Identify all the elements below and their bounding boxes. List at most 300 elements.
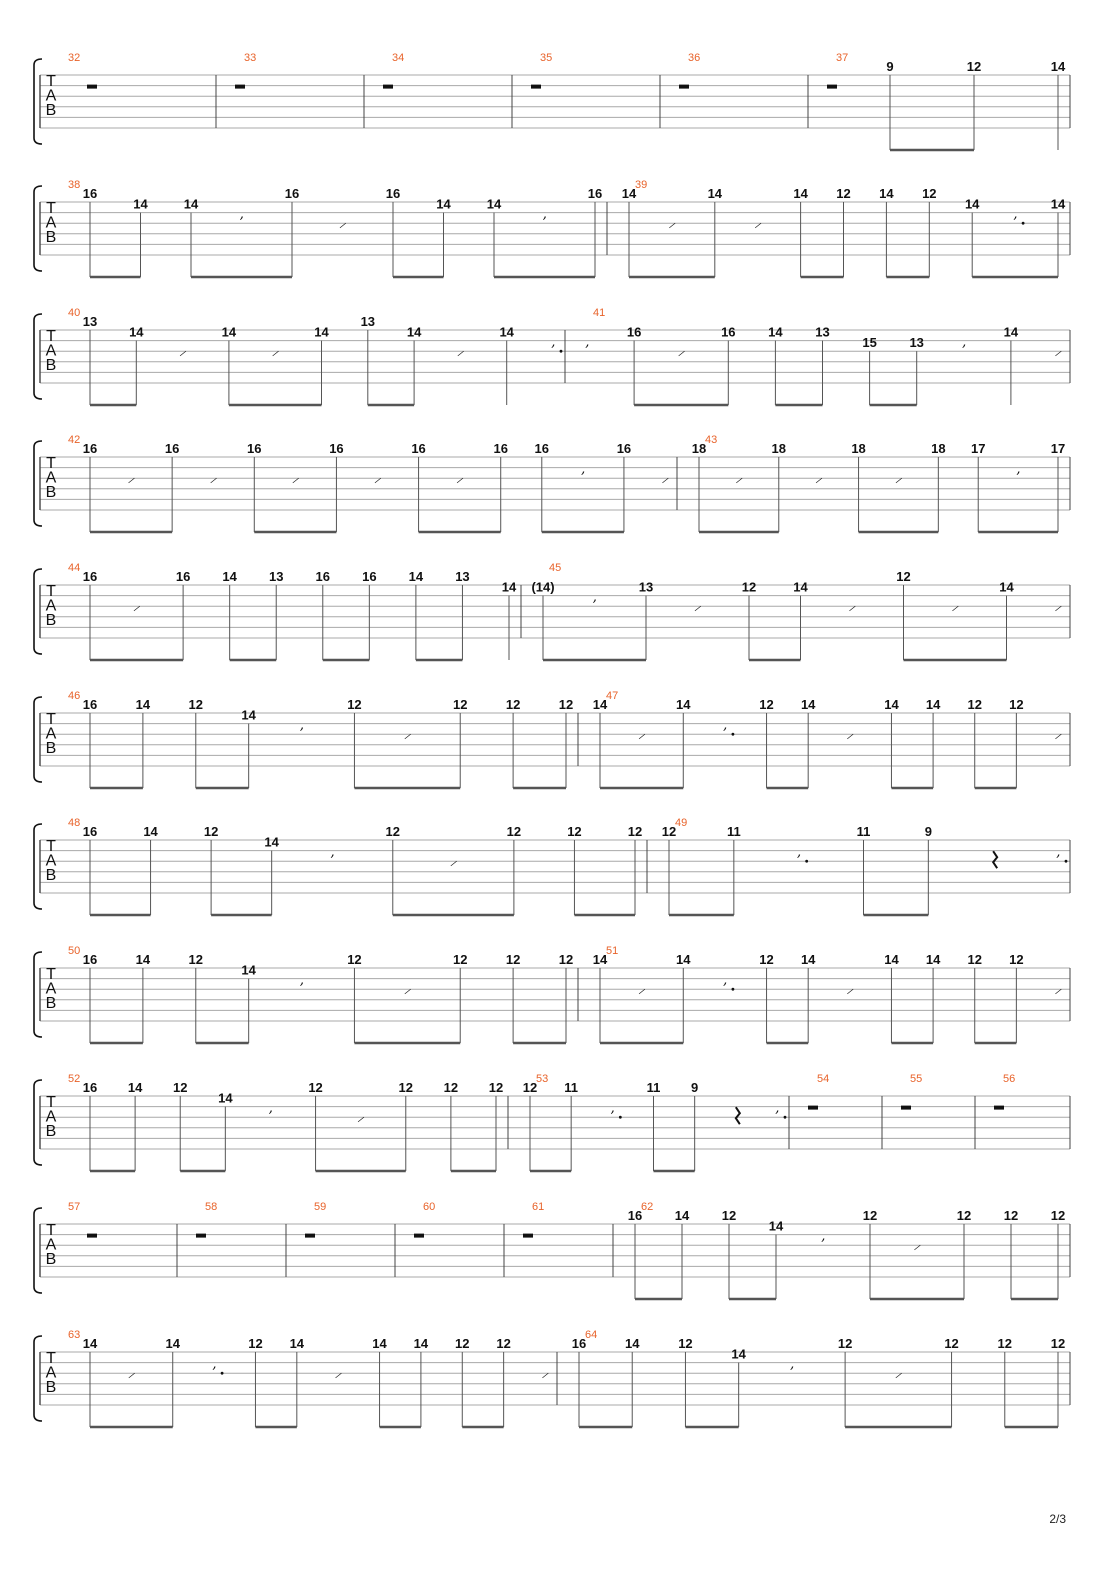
fret-number: 14 [592,952,608,967]
rest-symbol: ⸝ [913,1237,921,1254]
rest-symbol: ⸝ [1054,343,1062,360]
fret-number: 14 [264,834,279,850]
rest-symbol: ⸝ [848,598,856,615]
rest-symbol: ’ [550,343,556,360]
rest-symbol-dot [221,1372,224,1375]
fret-number: 12 [452,697,468,712]
fret-number: 14 [314,324,329,340]
rest-symbol: ⸝ [179,343,187,360]
fret-number: 16 [82,952,98,967]
fret-number: 14 [884,697,899,712]
fret-number: 14 [1050,59,1066,74]
tab-clef-letter: B [45,1379,57,1396]
fret-number: 12 [836,186,851,201]
fret-number: 16 [329,441,344,456]
fret-number: 16 [284,186,300,201]
tab-clef-letter: B [45,995,57,1012]
fret-number: 12 [896,569,911,584]
measure-number: 52 [68,1073,81,1085]
system-bracket [34,569,42,654]
fret-number: 14 [218,1090,233,1106]
rest-symbol: ’ [610,1109,615,1126]
fret-number: 13 [638,579,654,595]
fret-number: 16 [571,1336,587,1351]
fret-number: 14 [999,579,1014,595]
rest-symbol: ’ [1015,470,1021,487]
measure-number: 64 [585,1329,598,1341]
measure-number: 62 [641,1201,654,1213]
measure-number: 54 [817,1073,830,1085]
measure-number: 45 [549,562,562,574]
rest-symbol: ⸝ [209,470,217,487]
fret-number: 16 [616,441,632,456]
rest-symbol: ⸝ [541,1365,549,1382]
fret-number: 12 [455,1336,470,1351]
rest-symbol: ⸝ [846,981,854,998]
tab-clef-letter: B [45,484,57,501]
rest-symbol: ’ [722,726,728,743]
fret-number: 11 [726,824,741,839]
fret-number: 14 [143,824,158,839]
rest-symbol: ⸝ [677,343,685,360]
rest-symbol: ’ [542,215,547,232]
fret-number: 12 [956,1208,972,1223]
rest-symbol: ’ [722,981,728,998]
fret-number: 12 [188,697,204,712]
fret-number: 16 [82,441,98,456]
whole-rest [87,85,97,89]
fret-number: 12 [172,1080,188,1095]
page-number: 2/3 [1049,1512,1066,1526]
rest-symbol: ⸝ [334,1365,342,1382]
measure-number: 58 [205,1201,218,1213]
tab-clef-letter: T [46,200,56,217]
rest-symbol-dot [732,988,735,991]
measure-number: 39 [635,179,648,191]
rest-symbol: ’ [796,853,801,870]
rest-symbol: ’ [268,1109,273,1126]
fret-number: 14 [127,1080,143,1095]
rest-symbol: ’ [299,726,304,743]
system-bracket [34,441,42,526]
fret-number: 13 [360,314,376,329]
rest-symbol: ⸝ [894,1365,902,1382]
fret-number: 12 [443,1080,459,1095]
fret-number: 14 [501,579,517,595]
fret-number: 12 [1050,1208,1066,1223]
whole-rest [901,1106,911,1110]
fret-number: 14 [241,707,256,723]
fret-number: 16 [493,441,508,456]
fret-number: 12 [347,697,362,712]
tab-clef-letter: T [46,838,56,855]
half-rest [827,85,837,89]
fret-number: 14 [768,324,783,340]
rest-symbol: ⸝ [1054,598,1062,615]
fret-number: 12 [398,1080,414,1095]
fret-number: 14 [135,952,151,967]
fret-number: 12 [188,952,204,967]
measure-number: 43 [705,434,718,446]
rest-symbol: ⸝ [449,853,457,870]
rest-symbol-dot [1065,860,1068,863]
measure-number: 37 [836,52,849,64]
fret-number: 16 [175,569,191,584]
fret-number: 12 [759,697,774,712]
tab-clef-letter: T [46,1094,56,1111]
rest-symbol: ⸝ [638,726,646,743]
fret-number: 12 [248,1336,263,1351]
tab-clef-letter: B [45,1123,57,1140]
measure-number: 35 [540,52,553,64]
fret-number: 12 [496,1336,511,1351]
fret-number: 12 [944,1336,959,1351]
rest-symbol: ⸝ [374,470,381,487]
system-bracket [34,697,42,782]
fret-number: 12 [506,824,522,839]
rest-symbol: ⸝ [661,470,669,487]
fret-number: 14 [413,1336,429,1351]
tab-clef-letter: A [45,87,57,105]
measure-number: 55 [910,1073,923,1085]
fret-number: 12 [488,1080,504,1095]
tab-clef-letter: T [46,455,56,472]
fret-number: 14 [676,952,691,967]
rest-symbol: ⸝ [127,1365,135,1382]
rest-symbol: ⸝ [1054,726,1062,743]
fret-number: 16 [247,441,262,456]
measure-number: 48 [68,817,81,829]
fret-number: 17 [970,441,986,456]
fret-number: 18 [851,441,866,456]
fret-number: 12 [203,824,219,839]
fret-number: 14 [221,324,237,340]
fret-number: 14 [676,697,691,712]
measure-number: 51 [606,945,619,957]
rest-symbol: ⸝ [638,981,646,998]
whole-rest [414,1234,424,1238]
rest-symbol: ⸝ [456,343,464,360]
fret-number: 12 [1050,1336,1066,1351]
fret-number: 12 [741,579,757,595]
rest-symbol: ’ [584,343,590,360]
system-bracket [34,314,42,399]
fret-number: 16 [82,1080,98,1095]
rest-symbol-dot [560,350,563,353]
whole-rest [679,85,689,89]
measure-number: 36 [688,52,701,64]
tab-clef-letter: A [45,725,57,743]
measure-number: 50 [68,945,81,957]
fret-number: 14 [135,697,151,712]
rest-symbol: ’ [774,1109,780,1126]
whole-rest [383,85,393,89]
rest-symbol: ’ [961,343,967,360]
fret-number: 12 [922,186,937,201]
fret-number: 16 [411,441,426,456]
fret-number: 16 [362,569,377,584]
fret-number: 12 [452,952,468,967]
system-bracket [34,1208,42,1293]
fret-number: 14 [768,1218,784,1234]
rest-symbol: ’ [299,981,304,998]
fret-number: 16 [315,569,331,584]
fret-number: 12 [308,1080,323,1095]
fret-number: 14 [241,962,256,978]
fret-number: 16 [587,186,603,201]
fret-number: 11 [646,1080,661,1095]
fret-number: 14 [707,186,723,201]
tab-clef-letter: A [45,342,57,360]
rest-symbol: ⸝ [271,343,279,360]
fret-number: 16 [82,186,98,201]
whole-rest [87,1234,97,1238]
measure-number: 61 [532,1201,545,1213]
rest-symbol: ⸝ [815,470,823,487]
fret-number: 12 [1009,952,1024,967]
fret-number: 14 [165,1336,180,1351]
rest-symbol: ⸝ [339,215,346,232]
rest-symbol: ⸝ [894,470,902,487]
rest-symbol: ’ [1012,215,1018,232]
fret-number: 14 [800,952,816,967]
fret-number: 15 [862,335,877,351]
system-bracket [34,59,42,144]
tab-clef-letter: B [45,1251,57,1268]
fret-number: 14 [289,1336,305,1351]
fret-number: 14 [621,186,637,201]
measure-number: 57 [68,1201,81,1213]
system-bracket [34,952,42,1037]
system-bracket [34,824,42,909]
fret-number: 14 [731,1346,746,1362]
tab-clef-letter: A [45,1108,57,1126]
fret-number: 12 [862,1208,878,1223]
measure-number: 40 [68,307,81,319]
fret-number: 13 [909,335,924,351]
fret-number: 9 [924,824,932,839]
measure-number: 63 [68,1329,81,1341]
fret-number: 9 [886,59,894,74]
rest-symbol: ’ [592,598,597,615]
system-bracket [34,1336,42,1421]
rest-symbol: ⸝ [403,981,411,998]
fret-number: 14 [499,324,514,340]
rest-symbol: ⸝ [846,726,854,743]
fret-number: 16 [385,186,401,201]
fret-number: 12 [678,1336,693,1351]
fret-number: 13 [455,569,470,584]
tab-clef-letter: A [45,1364,57,1382]
fret-number: 16 [82,824,98,839]
whole-rest [531,85,541,89]
fret-number: 12 [661,824,677,839]
tab-clef-letter: T [46,966,56,983]
fret-number: 14 [82,1336,98,1351]
tab-clef-letter: T [46,1222,56,1239]
tab-clef-letter: B [45,740,57,757]
fret-number: 11 [856,824,871,839]
rest-symbol: ⸝ [403,726,411,743]
rest-symbol [993,851,997,868]
fret-number: 14 [129,324,144,340]
rest-symbol-dot [784,1116,787,1119]
rest-symbol: ’ [1055,853,1061,870]
fret-number: 14 [793,579,808,595]
fret-number: 14 [964,196,980,212]
fret-number: 14 [624,1336,640,1351]
fret-number: 12 [522,1080,538,1095]
fret-number: 14 [486,196,502,212]
fret-number: 14 [884,952,899,967]
tab-clef-letter: A [45,469,57,487]
fret-number: 16 [627,1208,643,1223]
rest-symbol-dot [805,860,808,863]
fret-number: 14 [133,196,148,212]
fret-number: 16 [534,441,550,456]
measure-number: 47 [606,690,619,702]
fret-number: 14 [925,697,941,712]
fret-number: 14 [674,1208,690,1223]
fret-number: 13 [82,314,98,329]
fret-number: 12 [967,697,982,712]
measure-number: 60 [423,1201,436,1213]
tab-clef-letter: T [46,711,56,728]
fret-number: 18 [931,441,946,456]
tab-clef-letter: A [45,980,57,998]
fret-number: 14 [406,324,422,340]
measure-number: 49 [675,817,688,829]
fret-number: 17 [1050,441,1066,456]
rest-symbol: ’ [789,1365,795,1382]
rest-symbol: ’ [820,1237,826,1254]
tab-clef-letter: T [46,1350,56,1367]
measure-number: 41 [593,307,606,319]
fret-number: 14 [183,196,199,212]
measure-number: 44 [68,562,81,574]
fret-number: 12 [966,59,982,74]
fret-number: 14 [1050,196,1066,212]
rest-symbol: ’ [239,215,244,232]
tab-clef-letter: A [45,597,57,615]
fret-number: 12 [997,1336,1013,1351]
rest-symbol: ’ [580,470,586,487]
measure-number: 34 [392,52,405,64]
fret-number: 12 [505,952,521,967]
fret-number: 14 [372,1336,387,1351]
fret-number: 13 [268,569,284,584]
whole-rest [196,1234,206,1238]
tab-clef-letter: T [46,73,56,90]
rest-symbol: ⸝ [133,598,141,615]
tab-clef-letter: B [45,867,57,884]
fret-number: 12 [967,952,982,967]
measure-number: 32 [68,52,81,64]
fret-number: 16 [164,441,180,456]
fret-number: 14 [222,569,237,584]
fret-number: 12 [558,697,574,712]
measure-number: 53 [536,1073,549,1085]
rest-symbol: ⸝ [694,598,701,615]
whole-rest [523,1234,533,1238]
rest-symbol: ⸝ [735,470,743,487]
tab-clef-letter: B [45,229,57,246]
rest-symbol: ⸝ [127,470,135,487]
fret-number: 12 [558,952,574,967]
fret-number: 12 [837,1336,853,1351]
fret-number: 12 [347,952,362,967]
rest-symbol: ⸝ [951,598,959,615]
measure-number: 38 [68,179,81,191]
fret-number: 12 [627,824,643,839]
tab-clef-letter: A [45,1236,57,1254]
fret-number: 12 [1009,697,1024,712]
rest-symbol-dot [732,733,735,736]
measure-number: 46 [68,690,81,702]
fret-number: 14 [925,952,941,967]
rest-symbol: ⸝ [754,215,762,232]
fret-number: 16 [82,697,98,712]
fret-number: 18 [691,441,707,456]
measure-number: 56 [1003,1073,1016,1085]
rest-symbol-dot [619,1116,622,1119]
rest-symbol: ⸝ [456,470,464,487]
measure-number: 42 [68,434,81,446]
fret-number: 12 [1003,1208,1019,1223]
fret-number: 12 [505,697,521,712]
whole-rest [808,1106,818,1110]
fret-number: 14 [793,186,808,201]
system-bracket [34,1080,42,1165]
fret-number: 14 [592,697,608,712]
tab-clef-letter: B [45,612,57,629]
fret-number: 18 [771,441,787,456]
whole-rest [235,85,245,89]
fret-number: 14 [879,186,894,201]
fret-number: 14 [800,697,816,712]
fret-number: 9 [691,1080,699,1095]
whole-rest [305,1234,315,1238]
tab-clef-letter: T [46,583,56,600]
tab-clef-letter: B [45,102,57,119]
system-bracket [34,186,42,271]
rest-symbol: ⸝ [668,215,676,232]
fret-number: 12 [721,1208,737,1223]
tab-clef-letter: B [45,357,57,374]
rest-symbol: ⸝ [1054,981,1062,998]
rest-symbol-dot [1022,222,1025,225]
fret-number: (14) [531,579,555,595]
measure-number: 59 [314,1201,327,1213]
rest-symbol: ⸝ [291,470,299,487]
fret-number: 14 [1003,324,1019,340]
tab-clef-letter: T [46,328,56,345]
measure-number: 33 [244,52,257,64]
tab-clef-letter: A [45,852,57,870]
rest-symbol [736,1107,740,1124]
rest-symbol: ’ [211,1365,217,1382]
fret-number: 12 [759,952,774,967]
rest-symbol: ’ [329,853,335,870]
fret-number: 13 [815,324,830,340]
fret-number: 11 [564,1080,579,1095]
whole-rest [994,1106,1004,1110]
fret-number: 16 [721,324,736,340]
tab-clef-letter: A [45,214,57,232]
fret-number: 14 [408,569,424,584]
fret-number: 16 [82,569,98,584]
fret-number: 16 [626,324,642,340]
